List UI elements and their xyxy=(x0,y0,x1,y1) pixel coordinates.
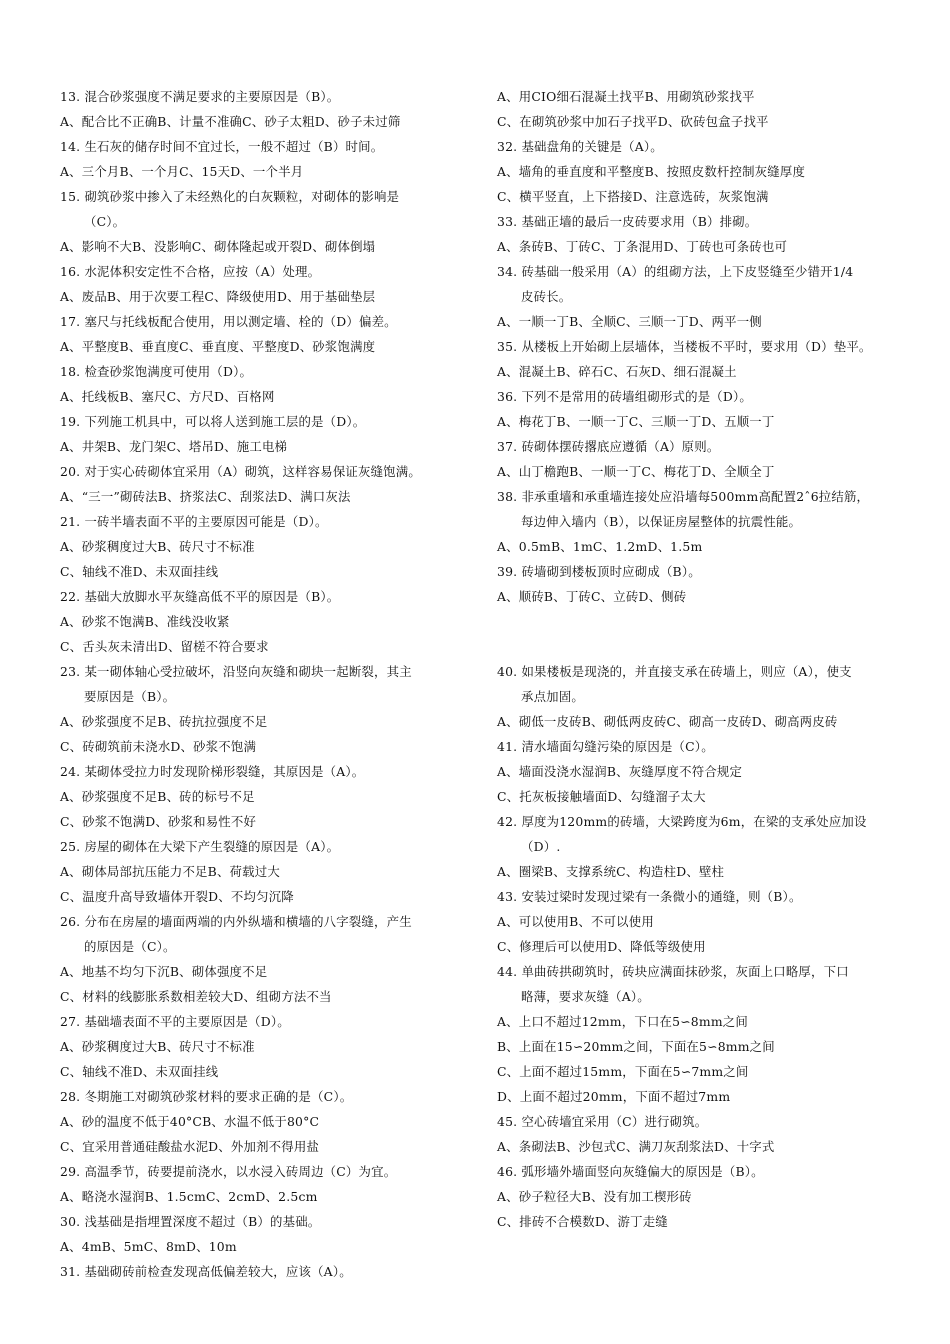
text-line: 40. 如果楼板是现浇的，并直接支承在砖墙上，则应（A），使支 xyxy=(497,664,852,679)
column-gap xyxy=(497,609,907,659)
text-line: C、托灰板接触墙面D、勾缝溜子太大 xyxy=(497,789,706,804)
right-column xyxy=(497,84,907,1234)
text-line: 19. 下列施工机具中，可以将人送到施工层的是（D）。 xyxy=(60,414,366,429)
text-line: A、三个月B、一个月C、15天D、一个半月 xyxy=(60,164,304,179)
text-line: 37. 砖砌体摆砖撂底应遵循（A）原则。 xyxy=(497,439,720,454)
text-line: C、材料的线膨胀系数相差较大D、组砌方法不当 xyxy=(60,989,332,1004)
text-line: C、轴线不准D、未双面挂线 xyxy=(60,564,219,579)
text-line: A、顺砖B、丁砖C、立砖D、侧砖 xyxy=(497,589,687,604)
text-line: 38. 非承重墙和承重墙连接处应沿墙每500mm高配置2ˆ6拉结筋， xyxy=(497,489,870,504)
text-line: A、“三一”砌砖法B、挤浆法C、刮浆法D、满口灰法 xyxy=(60,489,351,504)
text-line: 20. 对于实心砖砌体宜采用（A）砌筑，这样容易保证灰缝饱满。 xyxy=(60,464,421,479)
text-line: C、砖砌筑前未浇水D、砂浆不饱满 xyxy=(60,739,257,754)
text-line: C、舌头灰未清出D、留槎不符合要求 xyxy=(60,639,269,654)
text-line: 26. 分布在房屋的墙面两端的内外纵墙和横墙的八字裂缝，产生 xyxy=(60,914,412,929)
text-line: 39. 砖墙砌到楼板顶时应砌成（B）。 xyxy=(497,564,701,579)
text-line: 承点加固。 xyxy=(521,689,584,704)
text-line: 22. 基础大放脚水平灰缝高低不平的原因是（B）。 xyxy=(60,589,340,604)
text-line: 18. 检查砂浆饱满度可使用（D）。 xyxy=(60,364,253,379)
text-line: A、混凝土B、碎石C、石灰D、细石混凝土 xyxy=(497,364,737,379)
text-line: A、砂的温度不低于40°CB、水温不低于80°C xyxy=(60,1114,320,1129)
text-line: 13. 混合砂浆强度不满足要求的主要原因是（B）。 xyxy=(60,89,340,104)
text-line: C、在砌筑砂浆中加石子找平D、砍砖包盒子找平 xyxy=(497,114,769,129)
text-line: 的原因是（C）。 xyxy=(84,939,176,954)
text-line: 32. 基础盘角的关键是（A）。 xyxy=(497,139,663,154)
text-line: A、配合比不正确B、计量不准确C、砂子太粗D、砂子未过筛 xyxy=(60,114,401,129)
text-line: 每边伸入墙内（B），以保证房屋整体的抗震性能。 xyxy=(521,514,802,529)
text-line: 16. 水泥体积安定性不合格，应按（A）处理。 xyxy=(60,264,321,279)
text-line: A、砌体局部抗压能力不足B、荷载过大 xyxy=(60,864,280,879)
right-column-bottom xyxy=(497,659,907,1234)
text-line: A、平整度B、垂直度C、垂直度、平整度D、砂浆饱满度 xyxy=(60,339,376,354)
text-line: 41. 清水墙面勾缝污染的原因是（C）。 xyxy=(497,739,714,754)
text-line: A、上口不超过12mm，下口在5∽8mm之间 xyxy=(497,1014,748,1029)
text-line: （D）. xyxy=(521,839,561,854)
text-line: 皮砖长。 xyxy=(521,289,572,304)
text-line: A、砂子粒径大B、没有加工楔形砖 xyxy=(497,1189,692,1204)
text-line: A、井架B、龙门架C、塔吊D、施工电梯 xyxy=(60,439,288,454)
text-line: 14. 生石灰的储存时间不宜过长，一般不超过（B）时间。 xyxy=(60,139,384,154)
text-line: 34. 砖基础一般采用（A）的组砌方法，上下皮竖缝至少错开1/4 xyxy=(497,264,854,279)
text-line: A、影响不大B、没影响C、砌体隆起或开裂D、砌体倒塌 xyxy=(60,239,376,254)
text-line: 24. 某砌体受拉力时发现阶梯形裂缝，其原因是（A）。 xyxy=(60,764,365,779)
text-line: A、圈梁B、支撑系统C、构造柱D、壁柱 xyxy=(497,864,725,879)
text-line: 42. 厚度为120mm的砖墙，大梁跨度为6m，在梁的支承处应加设 xyxy=(497,814,867,829)
text-line: C、横平竖直，上下搭接D、注意选砖，灰浆饱满 xyxy=(497,189,769,204)
text-line: C、排砖不合模数D、游丁走缝 xyxy=(497,1214,668,1229)
right-column-top xyxy=(497,84,907,609)
text-line: A、4mB、5mC、8mD、10m xyxy=(60,1239,237,1254)
text-line: 31. 基础砌砖前检查发现高低偏差较大，应该（A）。 xyxy=(60,1264,352,1279)
text-line: A、砂浆强度不足B、砖的标号不足 xyxy=(60,789,255,804)
text-line: B、上面在15∽20mm之间，下面在5∽8mm之间 xyxy=(497,1039,775,1054)
text-line: A、墙面没浇水湿润B、灰缝厚度不符合规定 xyxy=(497,764,743,779)
text-line: A、托线板B、塞尺C、方尺D、百格网 xyxy=(60,389,275,404)
text-line: A、条砖B、丁砖C、丁条混用D、丁砖也可条砖也可 xyxy=(497,239,788,254)
text-line: D、上面不超过20mm，下面不超过7mm xyxy=(497,1089,731,1104)
text-line: 15. 砌筑砂浆中掺入了未经熟化的白灰颗粒，对砌体的影响是 xyxy=(60,189,400,204)
text-line: A、一顺一丁B、全顺C、三顺一丁D、两平一侧 xyxy=(497,314,762,329)
text-line: C、上面不超过15mm，下面在5∽7mm之间 xyxy=(497,1064,749,1079)
text-line: 35. 从楼板上开始砌上层墙体，当楼板不平时，要求用（D）垫平。 xyxy=(497,339,872,354)
text-line: A、砂浆稠度过大B、砖尺寸不标准 xyxy=(60,1039,255,1054)
text-line: C、温度升高导致墙体开裂D、不均匀沉降 xyxy=(60,889,294,904)
text-line: 28. 冬期施工对砌筑砂浆材料的要求正确的是（C）。 xyxy=(60,1089,353,1104)
text-line: A、梅花丁B、一顺一丁C、三顺一丁D、五顺一丁 xyxy=(497,414,775,429)
text-line: 46. 弧形墙外墙面竖向灰缝偏大的原因是（B）。 xyxy=(497,1164,764,1179)
text-line: C、砂浆不饱满D、砂浆和易性不好 xyxy=(60,814,257,829)
text-line: 要原因是（B）。 xyxy=(84,689,176,704)
text-line: C、宜采用普通硅酸盐水泥D、外加剂不得用盐 xyxy=(60,1139,320,1154)
text-line: C、轴线不准D、未双面挂线 xyxy=(60,1064,219,1079)
text-line: 44. 单曲砖拱砌筑时，砖块应满面抹砂浆，灰面上口略厚，下口 xyxy=(497,964,849,979)
text-line: 23. 某一砌体轴心受拉破坏，沿竖向灰缝和砌块一起断裂，其主 xyxy=(60,664,412,679)
text-line: 略薄，要求灰缝（A）。 xyxy=(521,989,650,1004)
text-line: 36. 下列不是常用的砖墙组砌形式的是（D）。 xyxy=(497,389,753,404)
text-line: A、砂浆不饱满B、准线没收紧 xyxy=(60,614,230,629)
text-line: A、略浇水湿润B、1.5cmC、2cmD、2.5cm xyxy=(60,1189,318,1204)
text-line: A、条砌法B、沙包式C、满刀灰刮浆法D、十字式 xyxy=(497,1139,775,1154)
text-line: 43. 安装过梁时发现过梁有一条微小的通缝，则（B）。 xyxy=(497,889,802,904)
text-line: A、废品B、用于次要工程C、降级使用D、用于基础垫层 xyxy=(60,289,376,304)
text-line: A、墙角的垂直度和平整度B、按照皮数杆控制灰缝厚度 xyxy=(497,164,806,179)
text-line: A、用CIO细石混凝土找平B、用砌筑砂浆找平 xyxy=(497,89,755,104)
text-line: A、0.5mB、1mC、1.2mD、1.5m xyxy=(497,539,703,554)
text-line: C、修理后可以使用D、降低等级使用 xyxy=(497,939,706,954)
text-line: 25. 房屋的砌体在大梁下产生裂缝的原因是（A）。 xyxy=(60,839,340,854)
text-line: A、砂浆稠度过大B、砖尺寸不标准 xyxy=(60,539,255,554)
text-line: A、地基不均匀下沉B、砌体强度不足 xyxy=(60,964,268,979)
text-line: 17. 塞尺与托线板配合使用，用以测定墙、栓的（D）偏差。 xyxy=(60,314,397,329)
text-line: 33. 基础正墙的最后一皮砖要求用（B）排砌。 xyxy=(497,214,758,229)
text-line: A、山丁檐跑B、一顺一丁C、梅花丁D、全顺全丁 xyxy=(497,464,775,479)
text-line: 30. 浅基础是指埋置深度不超过（B）的基础。 xyxy=(60,1214,321,1229)
text-line: 45. 空心砖墙宜采用（C）进行砌筑。 xyxy=(497,1114,708,1129)
text-line: A、砌低一皮砖B、砌低两皮砖C、砌高一皮砖D、砌高两皮砖 xyxy=(497,714,838,729)
text-line: A、砂浆强度不足B、砖抗拉强度不足 xyxy=(60,714,268,729)
text-line: 27. 基础墙表面不平的主要原因是（D）。 xyxy=(60,1014,290,1029)
text-line: （C）。 xyxy=(84,214,126,229)
text-line: A、可以使用B、不可以使用 xyxy=(497,914,654,929)
text-line: 21. 一砖半墙表面不平的主要原因可能是（D）。 xyxy=(60,514,328,529)
left-column xyxy=(60,84,470,1284)
text-line: 29. 高温季节，砖要提前浇水，以水浸入砖周边（C）为宜。 xyxy=(60,1164,397,1179)
